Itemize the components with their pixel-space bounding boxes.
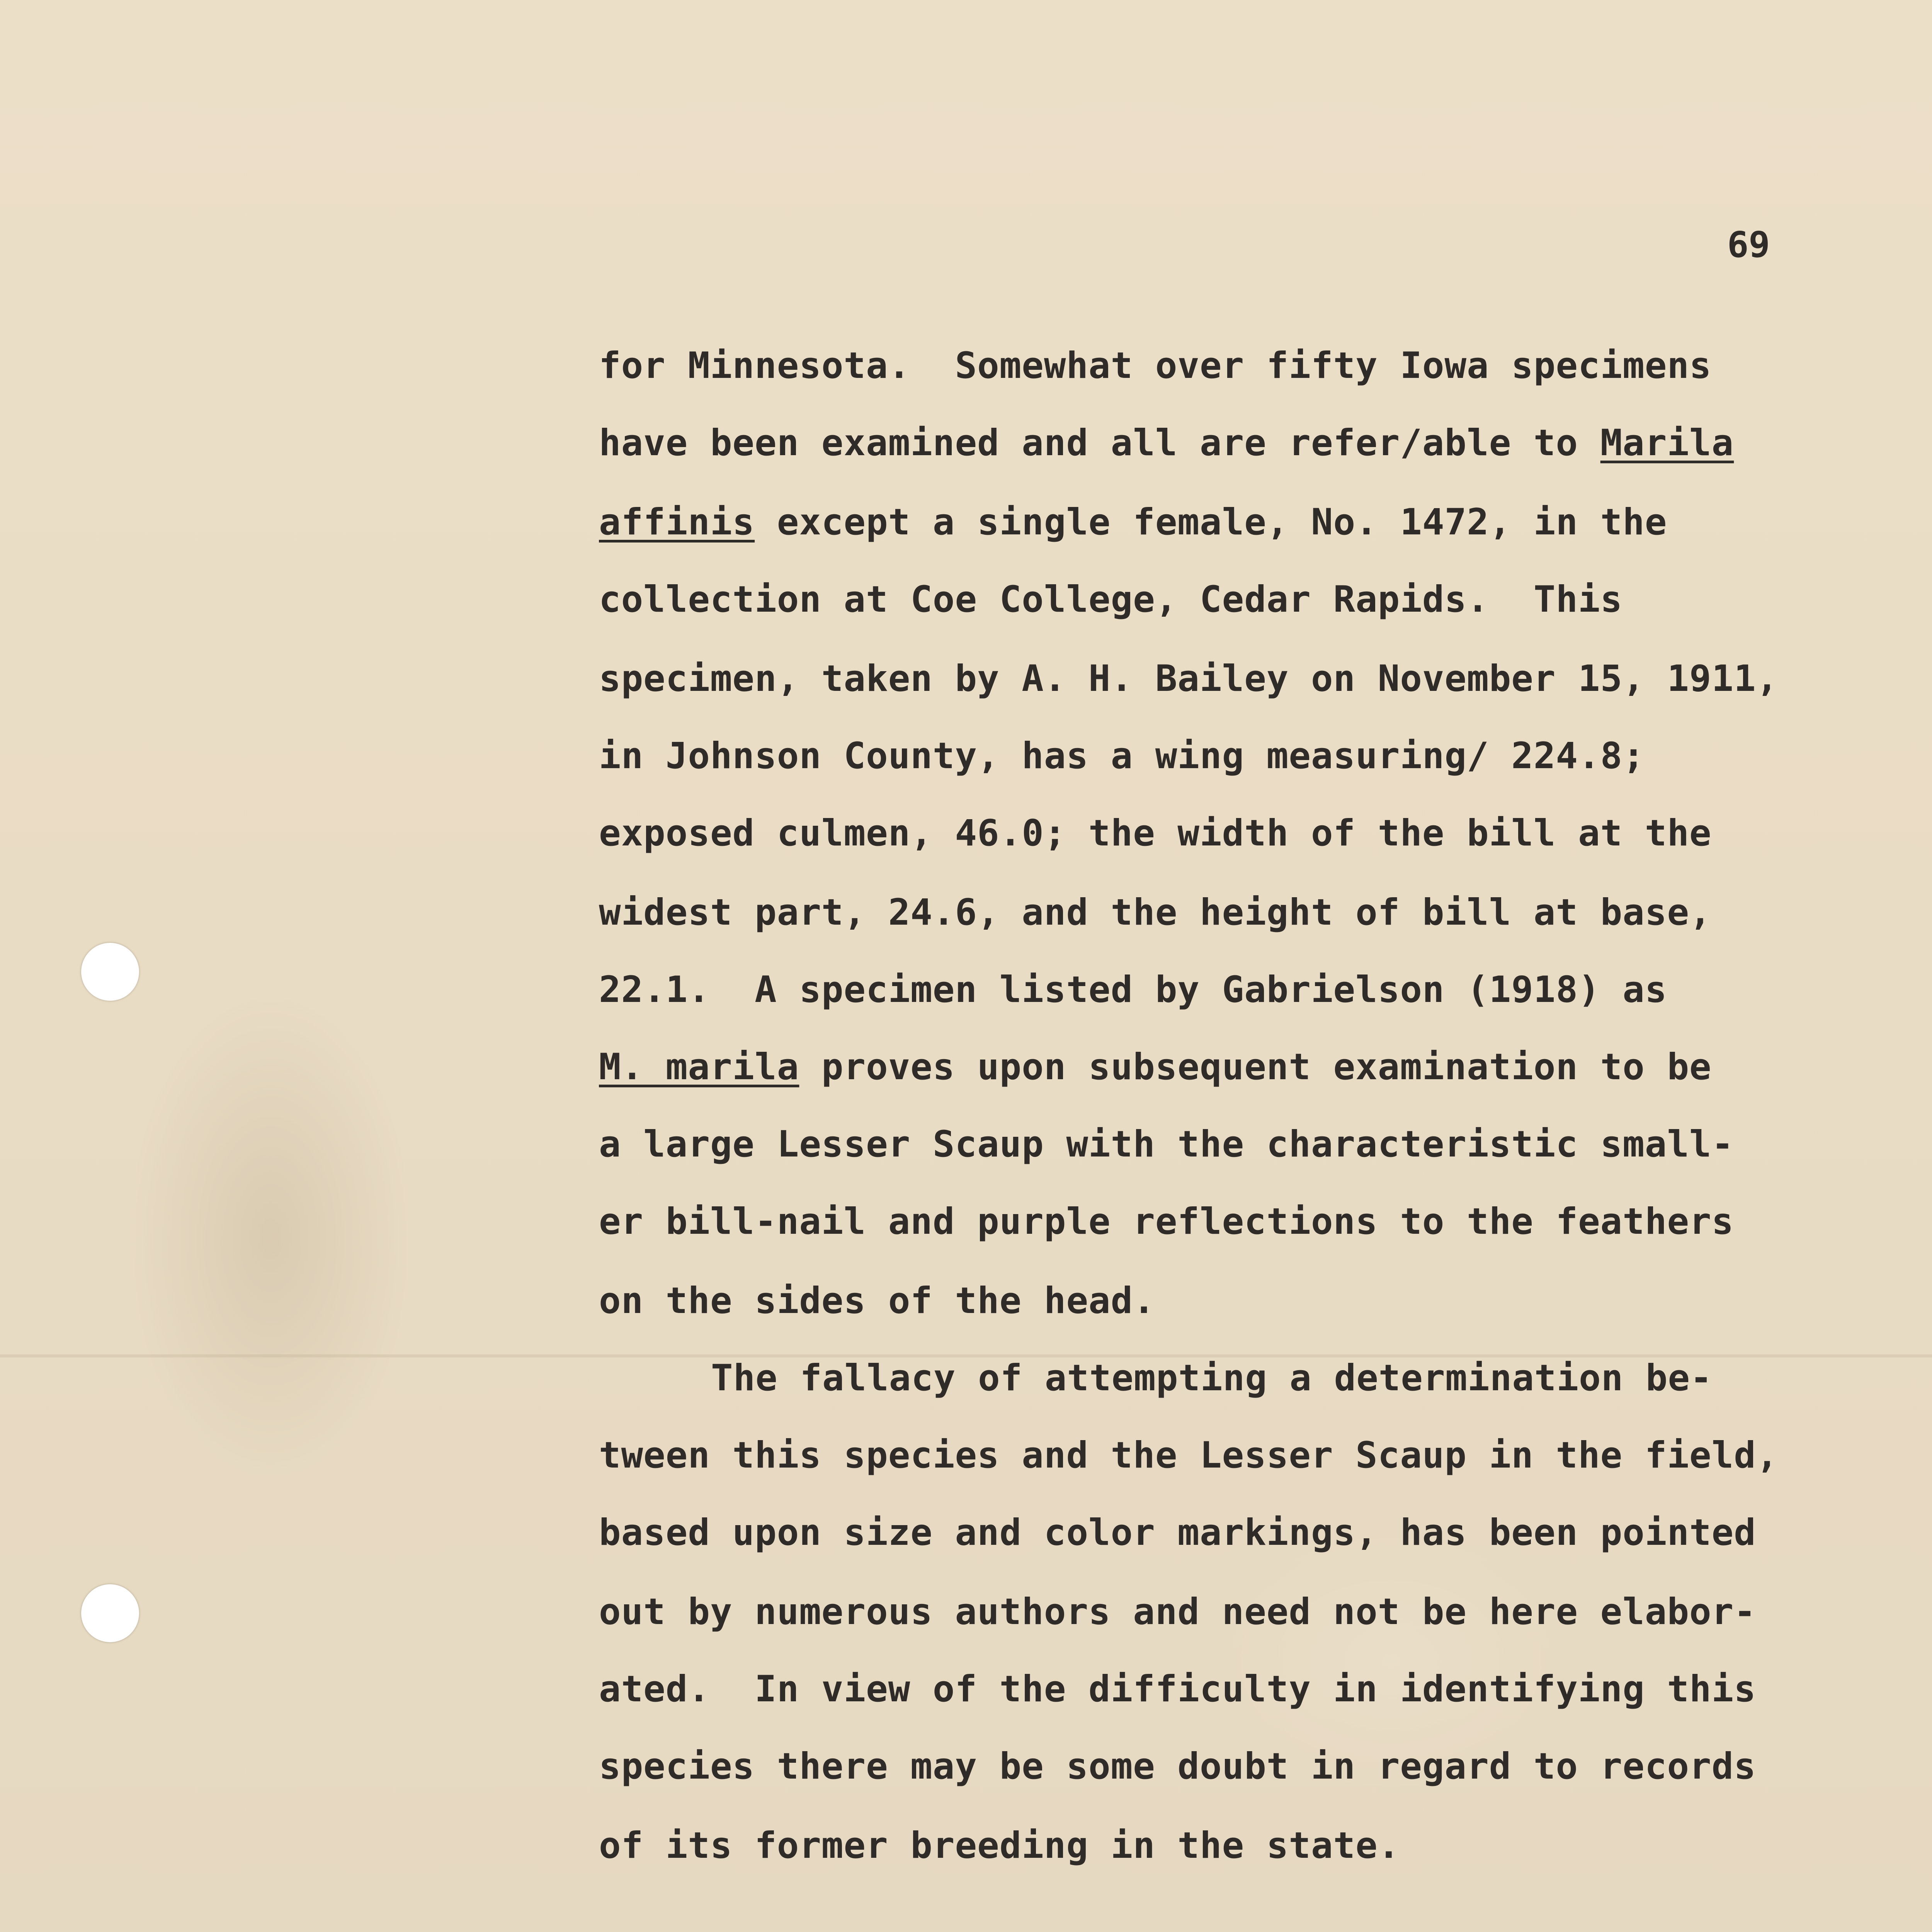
taxon-name: M. marila [599, 1046, 799, 1088]
text-line: on the sides of the head. [599, 1280, 1155, 1322]
text-run: have been examined and all are refer/able to [599, 422, 1578, 464]
text-line: er bill-nail and purple reflections to the feathers [599, 1201, 1734, 1243]
text-line: in Johnson County, has a wing measuring/ 224.8; [599, 735, 1645, 777]
text-line: exposed culmen, 46.0; the width of the bill at the [599, 812, 1712, 854]
text-line: of its former breeding in the state. [599, 1825, 1400, 1867]
punch-hole [81, 1584, 139, 1642]
text-line: for Minnesota. Somewhat over fifty Iowa specimens [599, 345, 1712, 387]
text-line [599, 501, 1667, 543]
text-line [599, 422, 1734, 464]
text-line: collection at Coe College, Cedar Rapids. This [599, 578, 1623, 621]
text-line: widest part, 24.6, and the height of bill at base, [599, 891, 1712, 934]
text-line: The fallacy of attempting a determination be- [711, 1357, 1713, 1399]
text-line: 22.1. A specimen listed by Gabrielson (1918) as [599, 969, 1667, 1011]
text-line: based upon size and color markings, has been pointed [599, 1512, 1756, 1554]
punch-hole [81, 943, 139, 1001]
text-line [599, 1046, 1712, 1088]
text-run: except a single female, No. 1472, in the [755, 501, 1667, 543]
page-number: 69 [1727, 224, 1770, 265]
text-line: out by numerous authors and need not be here elabor- [599, 1591, 1756, 1633]
text-line: specimen, taken by A. H. Bailey on November 15, 1911, [599, 658, 1779, 700]
text-line: ated. In view of the difficulty in identifying this [599, 1668, 1756, 1710]
taxon-name: Marila [1600, 422, 1734, 464]
text-line: species there may be some doubt in regard to records [599, 1745, 1756, 1787]
taxon-name: affinis [599, 501, 755, 543]
text-run: proves upon subsequent examination to be [799, 1046, 1712, 1088]
text-line: tween this species and the Lesser Scaup in the field, [599, 1434, 1779, 1476]
text-line: a large Lesser Scaup with the characteristic small- [599, 1123, 1734, 1165]
